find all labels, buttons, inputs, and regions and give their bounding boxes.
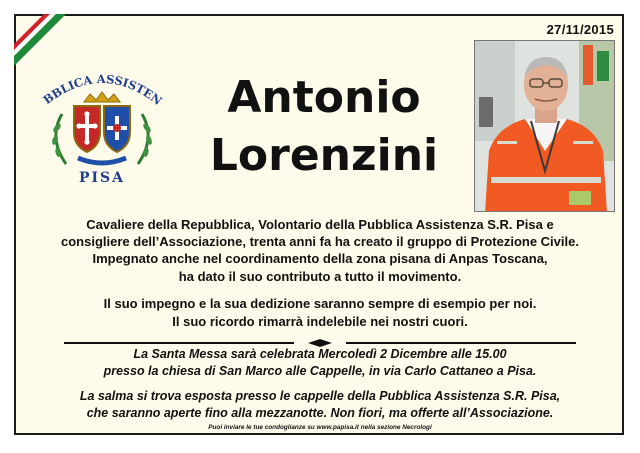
wake-line: La salma si trova esposta presso le cappelle della Pubblica Assistenza S.R. Pisa, xyxy=(79,389,561,403)
bio-line: consigliere dell’Associazione, trenta anni fa ha creato il gruppo di Protezione Civile. xyxy=(61,234,579,250)
ornamental-divider xyxy=(64,334,576,342)
pubblica-assistenza-logo xyxy=(40,66,164,186)
deceased-last-name: Lorenzini xyxy=(209,130,439,181)
biography-paragraph xyxy=(20,216,620,285)
funeral-mass-paragraph xyxy=(20,346,620,380)
mass-line: La Santa Messa sarà celebrata Mercoledì 2 Dicembre alle 15.00 xyxy=(133,347,507,361)
wake-paragraph xyxy=(20,388,620,421)
mass-line: presso la chiesa di San Marco alle Cappelle, in via Carlo Cattaneo a Pisa. xyxy=(103,364,537,378)
logo-city-text: PISA xyxy=(78,170,126,186)
tribute-line: Il suo impegno e la sua dedizione saranno sempre di esempio per noi. xyxy=(103,296,537,311)
deceased-photo xyxy=(474,40,615,212)
coat-of-arms-icon xyxy=(40,66,164,186)
tribute-line: Il suo ricordo rimarrà indelebile nei nostri cuori. xyxy=(172,313,468,329)
bio-line: Cavaliere della Repubblica, Volontario della Pubblica Assistenza S.R. Pisa e xyxy=(86,217,554,232)
wake-line: che saranno aperte fino alla mezzanotte. Non fiori, ma offerte all’Associazione. xyxy=(86,405,554,420)
bio-line: ha dato il suo contributo a tutto il movimento. xyxy=(178,268,462,284)
logo-arc-text: BBLICA ASSISTEN xyxy=(40,71,164,108)
bio-line: Impegnato anche nel coordinamento della zona pisana di Anpas Toscana, xyxy=(92,251,548,267)
condolences-footnote: Puoi inviare le tue condoglianze su www.papisa.it nella sezione Necrologi xyxy=(208,424,432,431)
notice-date: 27/11/2015 xyxy=(546,22,614,37)
deceased-first-name: Antonio xyxy=(227,72,421,123)
tribute-paragraph xyxy=(20,295,620,330)
portrait-photo-icon xyxy=(475,41,615,212)
